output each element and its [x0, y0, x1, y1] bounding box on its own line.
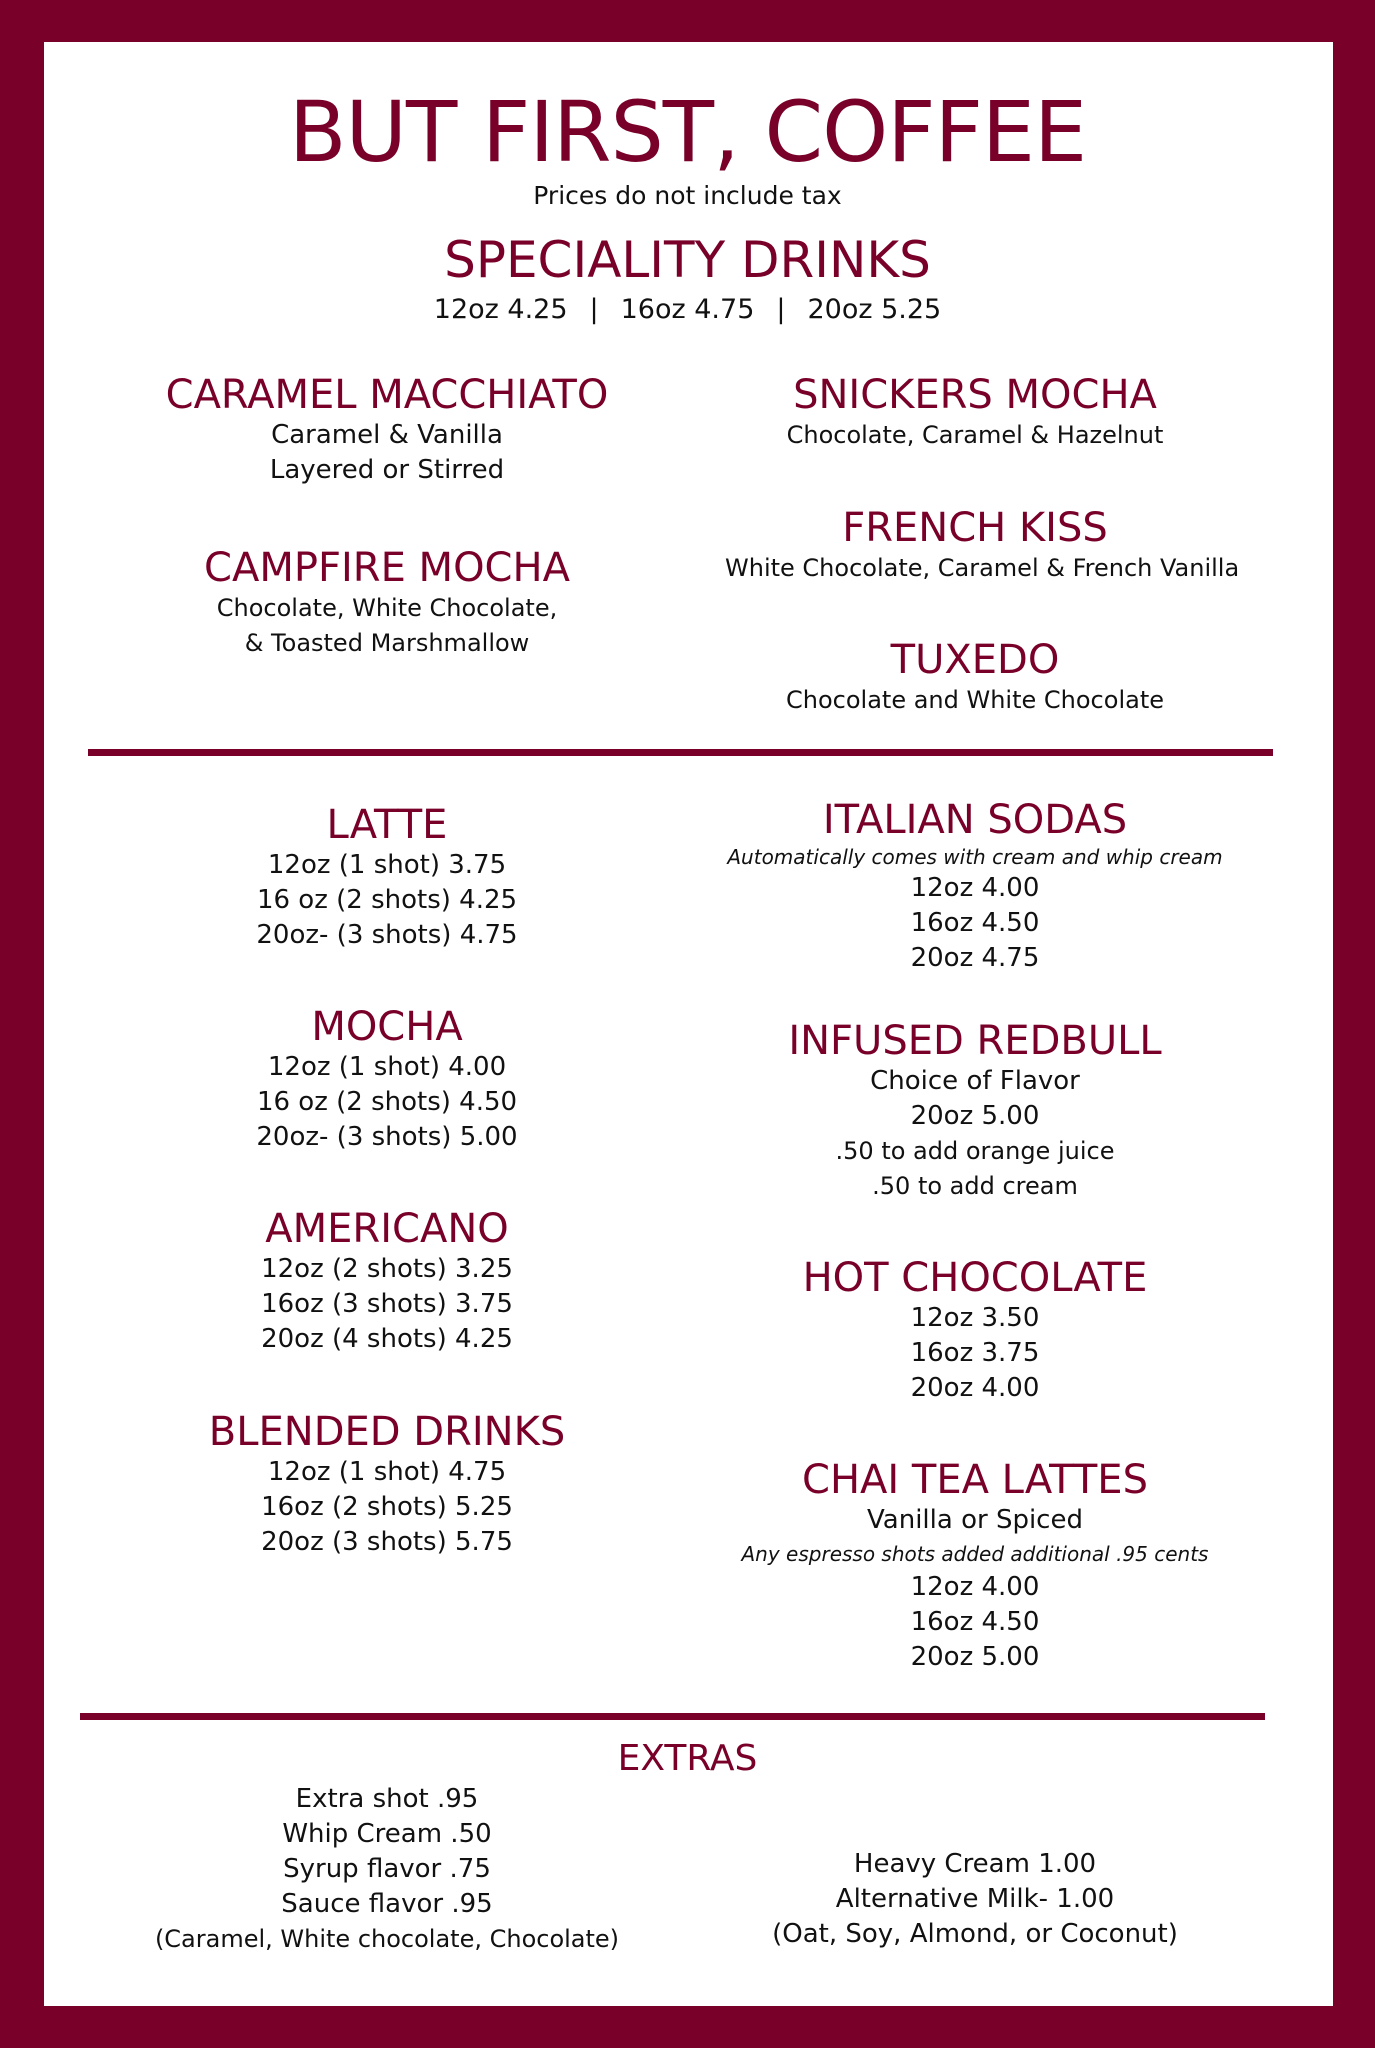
price-line: 16 oz (2 shots) 4.50: [256, 1087, 518, 1117]
price-12oz: 12oz 4.25: [433, 294, 568, 325]
price-line: 12oz 3.50: [910, 1303, 1040, 1333]
addon-line: .50 to add orange juice: [835, 1137, 1115, 1165]
price-line: 20oz (4 shots) 4.25: [261, 1324, 513, 1354]
item-desc: Chocolate, Caramel & Hazelnut: [786, 421, 1164, 449]
hot-chocolate-item: [725, 1255, 1225, 1406]
tax-note: Prices do not include tax: [533, 181, 842, 210]
speciality-price-row: [0, 292, 1375, 328]
blended-drinks-item: [137, 1409, 637, 1560]
price-line: 20oz- (3 shots) 5.00: [256, 1122, 518, 1152]
item-name: CARAMEL MACCHIATO: [165, 372, 609, 418]
item-name: FRENCH KISS: [842, 505, 1108, 551]
extra-item: Alternative Milk- 1.00: [835, 1884, 1115, 1914]
item-desc: Choice of Flavor: [870, 1066, 1080, 1096]
price-line: 16oz 4.50: [910, 908, 1040, 938]
price-20oz: 20oz 5.25: [807, 294, 942, 325]
item-name: CAMPFIRE MOCHA: [204, 545, 570, 591]
french-kiss-item: [725, 505, 1240, 586]
price-line: 12oz (1 shot) 4.75: [267, 1457, 507, 1487]
item-name: AMERICANO: [265, 1206, 509, 1252]
extras-left-list: [137, 1782, 637, 1957]
extra-item: (Oat, Soy, Almond, or Coconut): [772, 1919, 1178, 1949]
price-line: 16 oz (2 shots) 4.25: [256, 885, 518, 915]
item-name: LATTE: [326, 802, 448, 848]
item-name: INFUSED REDBULL: [788, 1018, 1162, 1064]
chai-tea-lattes-item: [725, 1457, 1225, 1675]
campfire-mocha-item: [137, 545, 637, 661]
speciality-heading: SPECIALITY DRINKS: [444, 231, 931, 289]
section-divider: [88, 749, 1273, 756]
price-separator: |: [776, 294, 786, 325]
extra-item: Whip Cream .50: [282, 1819, 492, 1849]
item-desc: Chocolate and White Chocolate: [786, 686, 1164, 714]
price-line: 16oz (2 shots) 5.25: [261, 1492, 513, 1522]
price-line: 20oz (3 shots) 5.75: [261, 1527, 513, 1557]
price-line: 12oz 4.00: [910, 1572, 1040, 1602]
item-name: BLENDED DRINKS: [208, 1409, 566, 1455]
item-name: TUXEDO: [890, 637, 1060, 683]
price-line: 16oz 4.50: [910, 1607, 1040, 1637]
price-16oz: 16oz 4.75: [620, 294, 755, 325]
price-line: 12oz (2 shots) 3.25: [261, 1254, 513, 1284]
menu-title: BUT FIRST, COFFEE: [288, 83, 1087, 181]
item-desc: Chocolate, White Chocolate,: [216, 594, 558, 622]
item-desc: Layered or Stirred: [269, 455, 505, 485]
snickers-mocha-item: [725, 372, 1225, 453]
item-desc: White Chocolate, Caramel & French Vanilla: [725, 554, 1240, 582]
item-desc: & Toasted Marshmallow: [244, 629, 530, 657]
mocha-item: [137, 1004, 637, 1155]
price-line: 12oz (1 shot) 3.75: [267, 850, 507, 880]
tuxedo-item: [725, 637, 1225, 718]
infused-redbull-item: [725, 1018, 1225, 1204]
price-line: 20oz 4.00: [910, 1373, 1040, 1403]
addon-line: .50 to add cream: [872, 1172, 1078, 1200]
price-line: 20oz- (3 shots) 4.75: [256, 920, 518, 950]
item-name: ITALIAN SODAS: [822, 797, 1128, 843]
price-line: 12oz (1 shot) 4.00: [267, 1052, 507, 1082]
item-desc: Vanilla or Spiced: [867, 1505, 1083, 1535]
extras-right-list: [725, 1847, 1225, 1952]
item-name: CHAI TEA LATTES: [802, 1457, 1148, 1503]
price-line: 20oz 4.75: [910, 943, 1040, 973]
price-line: 20oz 5.00: [910, 1101, 1040, 1131]
price-line: 16oz (3 shots) 3.75: [261, 1289, 513, 1319]
item-name: HOT CHOCOLATE: [802, 1255, 1148, 1301]
price-line: 16oz 3.75: [910, 1338, 1040, 1368]
americano-item: [137, 1206, 637, 1357]
section-divider: [80, 1713, 1265, 1720]
extra-item: Sauce flavor .95: [281, 1889, 493, 1919]
item-desc: Caramel & Vanilla: [271, 420, 503, 450]
item-name: SNICKERS MOCHA: [793, 372, 1157, 418]
extra-item: (Caramel, White chocolate, Chocolate): [154, 1925, 620, 1953]
latte-item: [137, 802, 637, 953]
italian-sodas-item: [725, 797, 1225, 976]
extra-item: Syrup flavor .75: [283, 1854, 491, 1884]
caramel-macchiato-item: [137, 372, 637, 488]
extra-item: Extra shot .95: [295, 1784, 479, 1814]
item-note: Any espresso shots added additional .95 cents: [741, 1542, 1209, 1566]
extra-item: Heavy Cream 1.00: [853, 1849, 1097, 1879]
price-line: 12oz 4.00: [910, 873, 1040, 903]
item-note: Automatically comes with cream and whip cream: [727, 845, 1223, 869]
extras-heading: EXTRAS: [617, 1738, 758, 1779]
item-name: MOCHA: [311, 1004, 463, 1050]
price-separator: |: [589, 294, 599, 325]
price-line: 20oz 5.00: [910, 1642, 1040, 1672]
